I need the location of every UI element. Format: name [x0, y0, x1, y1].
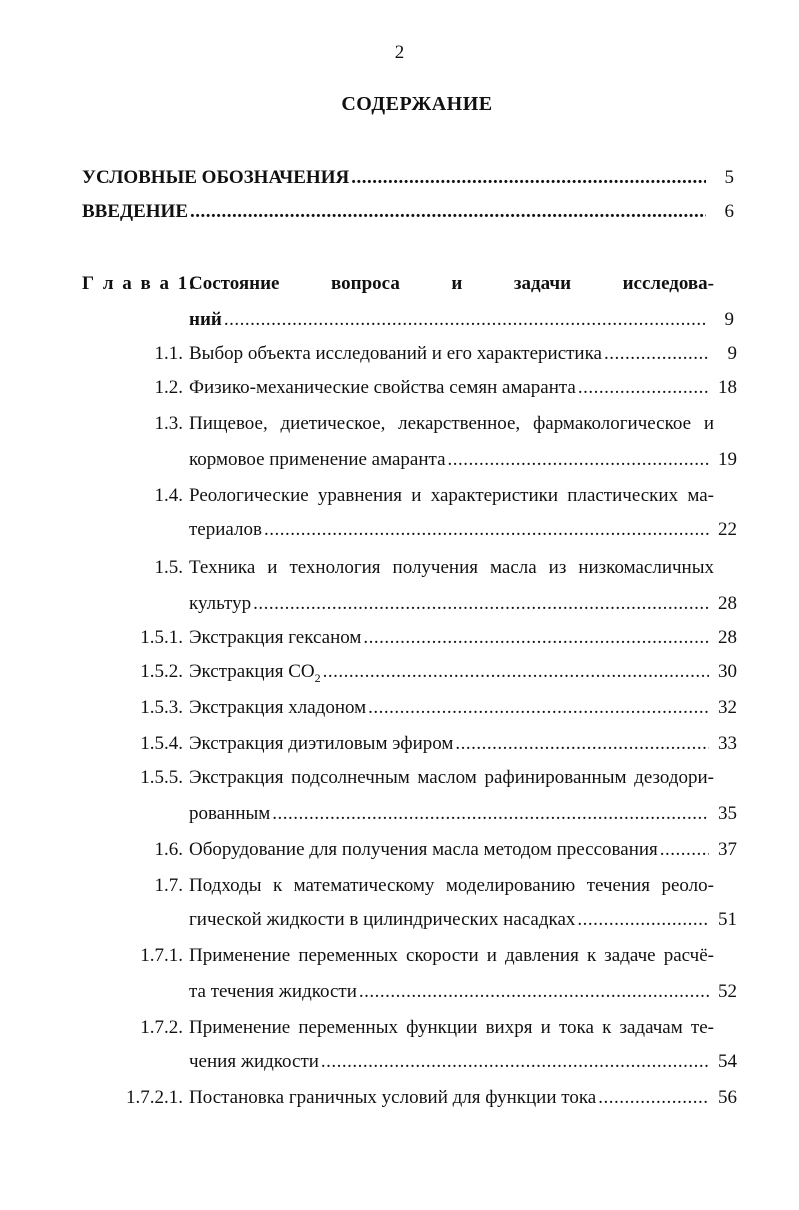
section-number: 1.7. [154, 875, 183, 896]
dot-leader [272, 802, 709, 826]
section-number: 1.5. [154, 557, 183, 578]
chapter-title[interactable] [189, 272, 714, 296]
dot-leader [368, 696, 709, 720]
section-title: Оборудование для получения масла методом прессования [189, 839, 658, 860]
toc-entry-page: 32 [718, 697, 737, 718]
toc-entry-page: 9 [724, 309, 734, 330]
toc-entry-label: ВВЕДЕНИЕ [82, 201, 188, 222]
chapter-label: Г л а в а 1. [82, 273, 197, 294]
section-title-line2: кормовое применение амаранта [189, 449, 446, 470]
section-number: 1.2. [154, 377, 183, 398]
section-number: 1.7.2.1. [126, 1087, 183, 1108]
section-title-line2: рованным [189, 803, 271, 824]
section-title: Выбор объекта исследований и его характеристика [189, 343, 602, 364]
toc-entry-page: 56 [718, 1087, 737, 1108]
toc-entry-page: 33 [718, 733, 737, 754]
section-number: 1.5.5. [140, 767, 183, 788]
toc-entry-page: 22 [718, 519, 737, 540]
dot-leader [455, 732, 709, 756]
toc-section-1-1[interactable] [189, 342, 737, 366]
section-title: Экстракция $CO_2$ [189, 661, 321, 685]
section-title: Экстракция хладоном [189, 697, 367, 718]
section-number: 1.5.2. [140, 661, 183, 682]
section-title-line1[interactable]: Экстракция подсолнечным маслом рафинированным дезодори- [189, 767, 714, 788]
toc-entry-page: 19 [718, 449, 737, 470]
dot-leader [577, 908, 709, 932]
toc-section-1-5-3[interactable] [189, 696, 737, 720]
dot-leader [253, 592, 709, 616]
toc-entry-page: 9 [727, 343, 737, 364]
dot-leader [448, 448, 710, 472]
toc-entry-page: 30 [718, 661, 737, 682]
chapter-title-cont: ний [189, 309, 222, 330]
section-title-line2: культур [189, 593, 252, 614]
dot-leader [359, 980, 709, 1004]
dot-leader [598, 1086, 709, 1110]
chapter-word: и [451, 273, 463, 294]
section-title-line1[interactable]: Пищевое, диетическое, лекарственное, фармакологическое и [189, 413, 714, 434]
toc-section-1-5-2[interactable] [189, 660, 737, 690]
toc-section-1-4[interactable] [189, 518, 737, 542]
dot-leader [351, 166, 706, 190]
dot-leader [323, 660, 709, 684]
toc-entry-page: 35 [718, 803, 737, 824]
section-title: Постановка граничных условий для функции тока [189, 1087, 597, 1108]
toc-section-1-5-4[interactable] [189, 732, 737, 756]
section-number: 1.5.3. [140, 697, 183, 718]
dot-leader [363, 626, 709, 650]
toc-entry-introduction[interactable] [82, 200, 734, 224]
chapter-word: Состояние [189, 273, 280, 294]
section-number: 1.6. [154, 839, 183, 860]
section-title-line1[interactable]: Применение переменных функции вихря и тока к задачам те- [189, 1017, 714, 1038]
section-title: Физико-механические свойства семян амаранта [189, 377, 576, 398]
section-number: 1.7.2. [140, 1017, 183, 1038]
section-title-line1[interactable]: Техника и технология получения масла из низкомасличных [189, 557, 714, 578]
section-number: 1.1. [154, 343, 183, 364]
section-number: 1.3. [154, 413, 183, 434]
section-title-line2: чения жидкости [189, 1051, 319, 1072]
toc-section-1-5-5[interactable] [189, 802, 737, 826]
dot-leader [224, 308, 706, 332]
dot-leader [264, 518, 709, 542]
dot-leader [604, 342, 709, 366]
section-number: 1.5.4. [140, 733, 183, 754]
chapter-word: задачи [513, 273, 572, 294]
dot-leader [660, 838, 709, 862]
section-title-line1[interactable]: Применение переменных скорости и давления к задаче расчё- [189, 945, 714, 966]
dot-leader [321, 1050, 709, 1074]
toc-entry-page: 6 [724, 201, 734, 222]
toc-section-1-7[interactable] [189, 908, 737, 932]
toc-section-1-2[interactable] [189, 376, 737, 400]
toc-entry-page: 28 [718, 593, 737, 614]
toc-section-1-7-2-1[interactable] [189, 1086, 737, 1110]
toc-section-1-7-1[interactable] [189, 980, 737, 1004]
page-number: 2 [394, 42, 405, 63]
toc-entry-page: 5 [724, 167, 734, 188]
toc-section-1-6[interactable] [189, 838, 737, 862]
toc-section-1-3[interactable] [189, 448, 737, 472]
toc-entry-page: 18 [718, 377, 737, 398]
toc-section-1-5[interactable] [189, 592, 737, 616]
section-number: 1.7.1. [140, 945, 183, 966]
toc-entry-page: 54 [718, 1051, 737, 1072]
section-title: Экстракция гексаном [189, 627, 362, 648]
toc-entry-conventions[interactable] [82, 166, 734, 190]
toc-entry-label: УСЛОВНЫЕ ОБОЗНАЧЕНИЯ [82, 167, 350, 188]
subscript: 2 [314, 670, 321, 685]
toc-entry-page: 51 [718, 909, 737, 930]
section-number: 1.5.1. [140, 627, 183, 648]
toc-entry-page: 52 [718, 981, 737, 1002]
toc-section-1-7-2[interactable] [189, 1050, 737, 1074]
section-title: Экстракция диэтиловым эфиром [189, 733, 454, 754]
section-title-line2: териалов [189, 519, 262, 540]
chapter-word: исследова- [622, 273, 714, 294]
dot-leader [578, 376, 709, 400]
dot-leader [190, 200, 706, 224]
page-title: СОДЕРЖАНИЕ [341, 93, 493, 115]
chapter-word: вопроса [331, 273, 400, 294]
section-title-line1[interactable]: Подходы к математическому моделированию течения реоло- [189, 875, 714, 896]
toc-section-1-5-1[interactable] [189, 626, 737, 650]
section-title-line2: гической жидкости в цилиндрических насадках [189, 909, 576, 930]
section-title-line1[interactable]: Реологические уравнения и характеристики пластических ма- [189, 485, 714, 506]
chapter-title-continuation[interactable] [189, 308, 734, 332]
toc-entry-page: 37 [718, 839, 737, 860]
section-title-line2: та течения жидкости [189, 981, 357, 1002]
section-number: 1.4. [154, 485, 183, 506]
toc-entry-page: 28 [718, 627, 737, 648]
